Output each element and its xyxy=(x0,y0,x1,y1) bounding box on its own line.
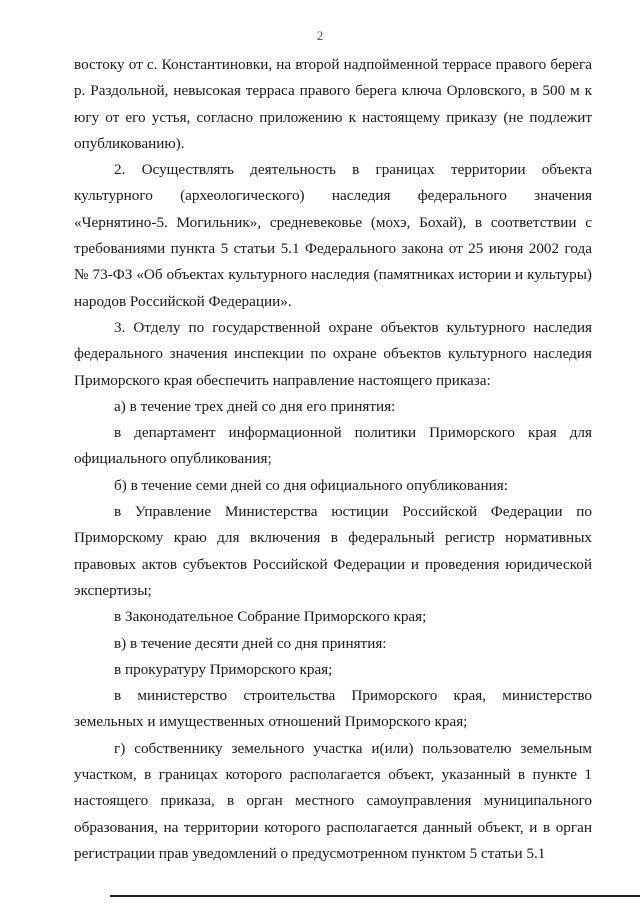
paragraph-subitem-b: б) в течение семи дней со дня официального опубликования: xyxy=(114,476,508,494)
paragraph-recipient-ministries: в министерство строительства Приморского края, министерство земельных и имущественных отношений Приморского края; xyxy=(74,687,592,731)
document-body xyxy=(74,52,592,867)
paragraph-subitem-a: а) в течение трех дней со дня его принятия: xyxy=(114,397,396,415)
paragraph-item-2: 2. Осуществлять деятельность в границах территории объекта культурного (археологического) наследия федерального значения «Чернятино-5. Могильник», средневековье (мохэ, Бохай), в соответствии с требованиями пункта 5 статьи 5.1 Федерального закона от 25 июня 2002 года № 73-ФЗ «Об объектах культурного наследия (памятниках истории и культуры) народов Российской Федерации». xyxy=(74,161,592,310)
paragraph-recipient-assembly: в Законодательное Собрание Приморского края; xyxy=(114,608,427,626)
paragraph-continuation: востоку от с. Константиновки, на второй надпойменной террасе правого берега р. Раздольной, невысокая терраса правого берега ключа Орловского, в 500 м к югу от его устья, согласно приложению к настоящему приказу (не подлежит опубликованию). xyxy=(74,56,592,152)
paragraph-item-3: 3. Отделу по государственной охране объектов культурного наследия федерального значения инспекции по охране объектов культурного наследия Приморского края обеспечить направление настоящего приказа: xyxy=(74,318,592,389)
paragraph-recipient-justice: в Управление Министерства юстиции Российской Федерации по Приморскому краю для включения в федеральный регистр нормативных правовых актов субъектов Российской Федерации и проведения юридической экспертизы; xyxy=(74,503,592,599)
page-number: 2 xyxy=(316,28,324,43)
paragraph-recipient-info-policy: в департамент информационной политики Приморского края для официального опубликования; xyxy=(74,424,592,468)
bottom-divider xyxy=(110,895,640,897)
paragraph-recipient-prosecutor: в прокуратуру Приморского края; xyxy=(114,660,333,678)
paragraph-subitem-v: в) в течение десяти дней со дня принятия: xyxy=(114,634,387,652)
paragraph-subitem-g: г) собственнику земельного участка и(или) пользователю земельным участком, в границах которого располагается объект, указанный в пункте 1 настоящего приказа, в орган местного самоуправления муниципального образования, на территории которого располагается данный объект, и в орган регистрации прав уведомлений о предусмотренном пунктом 5 статьи 5.1 xyxy=(74,739,592,862)
